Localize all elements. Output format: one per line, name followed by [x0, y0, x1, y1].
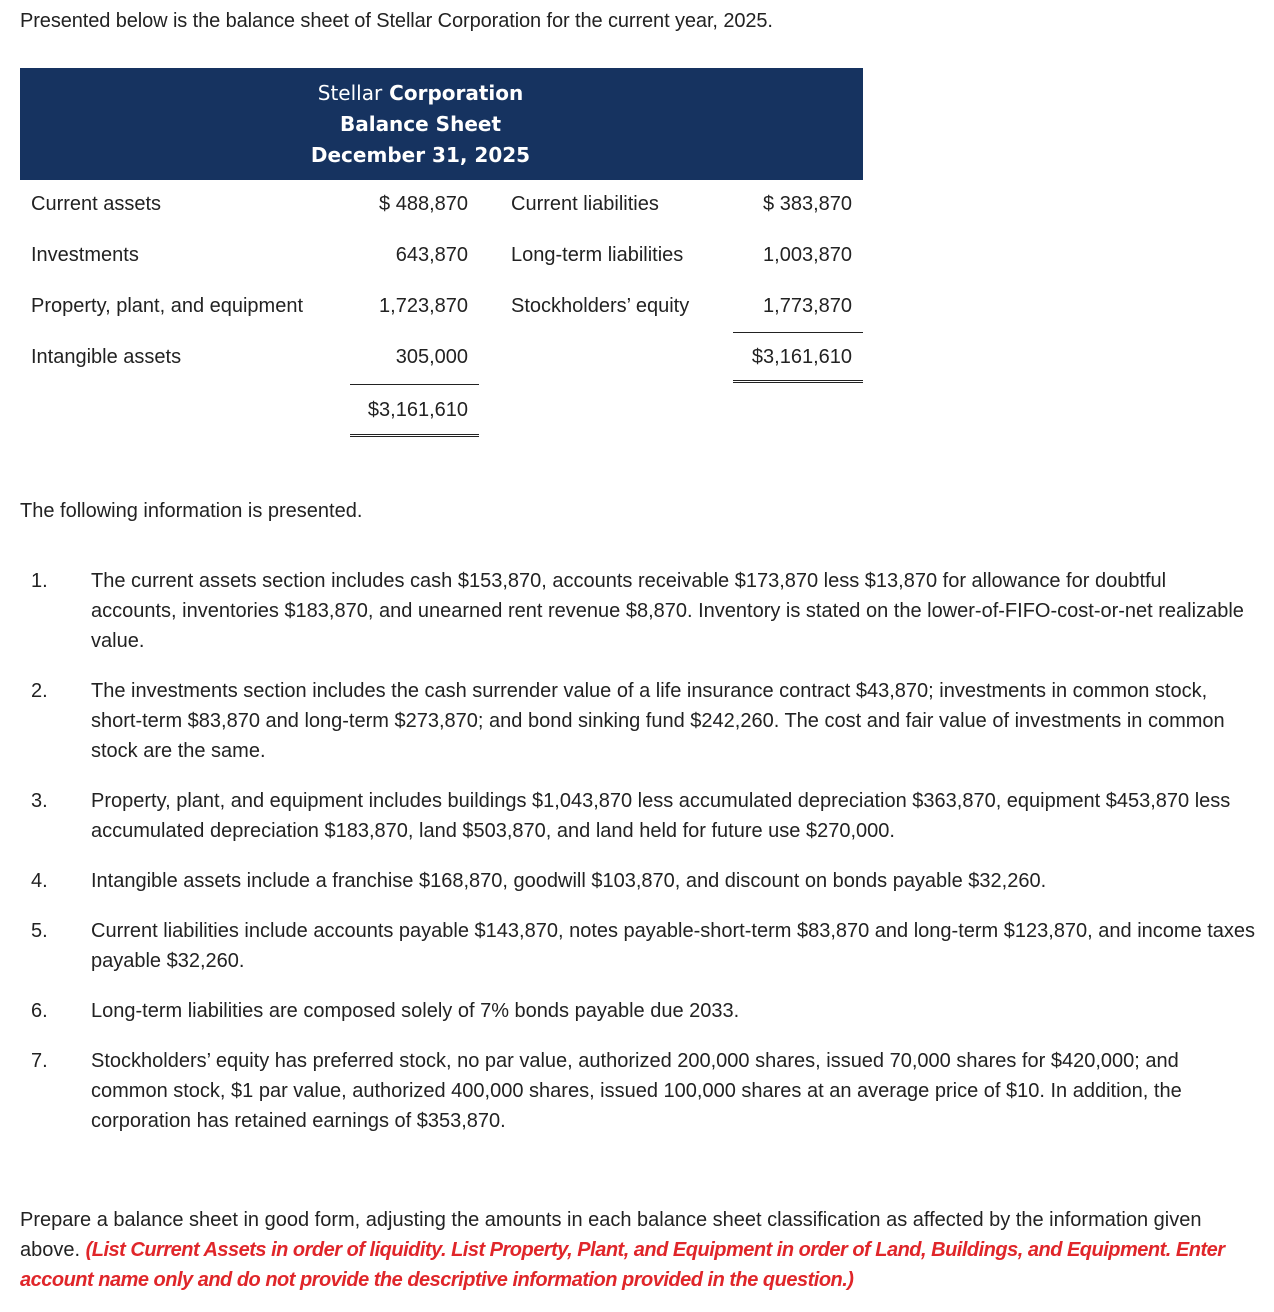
prepare-note: (List Current Assets in order of liquidity. List Property, Plant, and Equipment in order of Land, Buildings, and Equipment. Enter account name only and do not provide the descriptive information provided in the question.): [20, 1239, 1225, 1291]
following-info-text: The following information is presented.: [20, 500, 363, 522]
list-text: Long-term liabilities are composed solely of 7% bonds payable due 2033.: [91, 1000, 740, 1022]
list-text: Stockholders’ equity has preferred stock, no par value, authorized 200,000 shares, issued 70,000 shares for $420,000; and common stock, $1 par value, authorized 400,000 shares, issued 100,000 shares at an average price of $10. In addition, the corporation has retained earnings of $353,870.: [91, 1050, 1182, 1132]
list-text: The current assets section includes cash $153,870, accounts receivable $173,870 less $13,870 for allowance for doubtful accounts, inventories $183,870, and unearned rent revenue $8,870. Inventory is stated on the lower-of-FIFO-cost-or-net realizable value.: [91, 570, 1244, 652]
liability-label: Stockholders’ equity: [511, 295, 690, 317]
list-number: 6.: [31, 1000, 48, 1022]
prepare-text: Prepare a balance sheet in good form, adjusting the amounts in each balance sheet classification as affected by the information given above.: [20, 1209, 1202, 1261]
liability-amount: 1,003,870: [763, 244, 852, 266]
liability-label: Long-term liabilities: [511, 244, 684, 266]
asset-label: Investments: [31, 244, 139, 266]
assets-subtotal-rule: [350, 384, 479, 385]
asset-row: [20, 240, 863, 270]
list-text: The investments section includes the cash surrender value of a life insurance contract $43,870; investments in common stock, short-term $83,870 and long-term $273,870; and bond sinking fund $242,260. The cost and fair value of investments in common stock are the same.: [91, 680, 1225, 762]
list-number: 5.: [31, 920, 48, 942]
asset-amount: 305,000: [395, 346, 468, 368]
asset-amount: 1,723,870: [379, 295, 468, 317]
list-number: 2.: [31, 680, 48, 702]
liabilities-subtotal-rule: [733, 332, 863, 333]
assets-total-row: [20, 395, 863, 425]
list-text: Current liabilities include accounts payable $143,870, notes payable-short-term $83,870 and long-term $123,870, and income taxes payable $32,260.: [91, 920, 1256, 972]
list-number: 3.: [31, 790, 48, 812]
list-number: 1.: [31, 570, 48, 592]
list-text: Intangible assets include a franchise $168,870, goodwill $103,870, and discount on bonds payable $32,260.: [91, 870, 1047, 892]
asset-label: Intangible assets: [31, 346, 182, 368]
assets-total: $3,161,610: [367, 399, 468, 421]
prepare-instructions: [20, 1205, 1255, 1295]
asset-label: Current assets: [31, 193, 162, 215]
balance-sheet-header: [20, 68, 863, 180]
asset-amount: 643,870: [395, 244, 468, 266]
liability-amount: 1,773,870: [763, 295, 852, 317]
assets-total-double-rule: [350, 434, 479, 437]
liability-label: Current liabilities: [511, 193, 659, 215]
liability-amount: $ 383,870: [763, 193, 852, 215]
list-text: Property, plant, and equipment includes buildings $1,043,870 less accumulated depreciation $363,870, equipment $453,870 less accumulated depreciation $183,870, land $503,870, and land held for future use $270,000.: [91, 790, 1231, 842]
asset-label: Property, plant, and equipment: [31, 295, 304, 317]
asset-row: [20, 291, 863, 321]
asset-row: [20, 342, 863, 372]
company-name: Stellar Corporation: [317, 80, 524, 105]
liabilities-total: $3,161,610: [751, 346, 852, 368]
intro-text: Presented below is the balance sheet of Stellar Corporation for the current year, 2025.: [20, 10, 773, 32]
asset-amount: $ 488,870: [379, 193, 468, 215]
statement-title: Balance Sheet: [339, 111, 502, 136]
asset-row: [20, 189, 863, 219]
balance-sheet: [20, 68, 863, 421]
list-number: 7.: [31, 1050, 48, 1072]
liabilities-total-double-rule: [733, 380, 863, 383]
statement-date: December 31, 2025: [310, 142, 531, 167]
list-number: 4.: [31, 870, 48, 892]
